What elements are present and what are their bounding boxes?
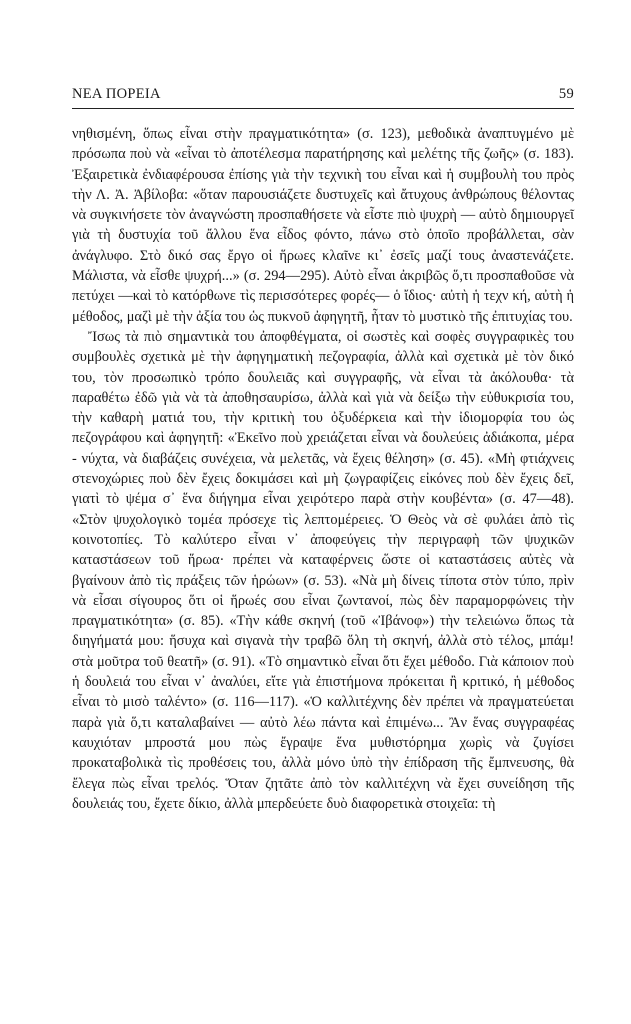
paragraph-2: Ἴσως τὰ πιὸ σημαντικὰ του ἀποφθέγματα, οἱ σωστὲς καὶ σοφὲς συγγραφικὲς του συμβουλὲς σχετικὰ μὲ τὴν ἀφηγηματικὴ πεζογραφία, ἀλλὰ καὶ σχετικὰ μὲ τὸν δικό του, τὸν προσωπικὸ τρόπο δουλειᾶς καὶ συγγραφῆς, νὰ εἶναι τὰ ἀκόλουθα· τὰ παραθέτω ἐδῶ γιὰ νὰ τὰ ἀποθησαυρίσω, ἀλλὰ καὶ γιὰ νὰ δείξω τὴν εὐθυκρισία του, τὴν καθαρὴ ματιά του, τὴν κριτικὴ του ὀξυδέρκεια καὶ τὴν ἰδιομορφία του ὡς πεζογράφου καὶ ἀφηγητῆ: «Ἐκεῖνο ποὺ χρειάζεται εἶναι νὰ δουλεύεις ἀδιάκοπα, μέρα - νύχτα, νὰ διαβάζεις συνέχεια, νὰ μελετᾶς, νὰ ἔχεις θέληση» (σ. 45). «Μὴ φτιάχνεις στενοχώριες ποὺ δὲν ἔχεις δοκιμάσει καὶ μὴ ζωγραφίζεις εἰκόνες ποὺ δὲν ἔχεις δεῖ, γιατὶ τὸ ψέμα σ᾽ ἕνα διήγημα εἶναι χειρότερο παρὰ στὴν κουβέντα» (σ. 47—48). «Στὸν ψυχολογικὸ τομέα πρόσεχε τὶς λεπτομέρειες. Ὁ Θεὸς νὰ σὲ φυλάει ἀπὸ τὶς κοινοτοπίες. Τὸ καλύτερο εἶναι ν᾽ ἀποφεύγεις τὴν περιγραφὴ τῶν ψυχικῶν καταστάσεων τοῦ ἥρωα· πρέπει νὰ καταφέρνεις ὥστε οἱ καταστάσεις αὐτὲς νὰ βγαίνουν ἀπὸ τὶς πράξεις τῶν ἡρώων» (σ. 53). «Νὰ μὴ δίνεις τίποτα στὸν τύπο, πρὶν νὰ εἶσαι σίγουρος ὅτι οἱ ἥρωές σου εἶναι ζωντανοί, πὼς δὲν παραμορφώνεις τὴν πραγματικότητα» (σ. 85). «Τὴν κάθε σκηνή (τοῦ «Ἰβάνοφ») τὴν τελειώνω ὅπως τὰ διηγήματά μου: ἥσυχα καὶ σιγανὰ τὴν τραβῶ ὅλη τὴ σκηνή, ἀλλὰ στὸ τέλος, μπάμ! στὰ μοῦτρα τοῦ θεατῆ» (σ. 91). «Τὸ σημαντικὸ εἶναι ὅτι ἔχει μέθοδο. Γιὰ κάποιον ποὺ ἡ δουλειά του εἶναι ν᾽ ἀναλύει, εἴτε γιὰ ἐπιστήμονα πρόκειται ἢ κριτικό, ἡ μέθοδος εἶναι τὸ μισὸ ταλέντο» (σ. 116—117). «Ὁ καλλιτέχνης δὲν πρέπει νὰ πραγματεύεται παρὰ γιὰ ὅ,τι καταλαβαίνει — αὐτὸ λέω πάντα καὶ ἐπιμένω... Ἂν ἕνας συγγραφέας καυχιόταν μπροστά μου πὼς ἔγραψε ἕνα μυθιστόρημα χωρὶς νὰ ζυγίσει προκαταβολικὰ τὶς προθέσεις του, ἀλλὰ μόνο ὑπὸ τὴν ἐπίδραση τῆς ἔμπνευσης, θὰ ἔλεγα πὼς εἶναι τρελός. Ὅταν ζητᾶτε ἀπὸ τὸν καλλιτέχνη νὰ ἔχει συνείδηση τῆς δουλειάς του, ἔχετε δίκιο, ἀλλὰ μπερδεύετε δυὸ διαφορετικὰ στοιχεῖα: τὴ [72,328,574,812]
running-header [72,86,574,103]
paragraph-1: νηθισμένη, ὅπως εἶναι στὴν πραγματικότητα» (σ. 123), μεθοδικὰ ἀναπτυγμένο μὲ πρόσωπα ποὺ νὰ «εἶναι τὸ ἀποτέλεσμα παρατήρησης καὶ μελέτης τῆς ζωῆς» (σ. 183). Ἐξαιρετικὰ ἐνδιαφέρουσα ἐπίσης γιὰ τὴν τεχνικὴ του εἶναι καὶ ἡ συμβουλὴ του πρὸς τὴν Λ. Ἀ. Ἀβίλοβα: «ὅταν παρουσιάζετε δυστυχεῖς καὶ ἄτυχους ἀνθρώπους θέλοντας νὰ συγκινήσετε τὸν ἀναγνώστη προσπαθήσετε νὰ εἶστε πιὸ ψυχρὴ — αὐτὸ δημιουργεῖ γιὰ τὴ δυστυχία τοῦ ἄλλου ἕνα εἶδος φόντο, πάνω στὸ ὁποῖο προβάλλεται, σὰν ἀνάγλυφο. Στὸ δικό σας ἔργο οἱ ἥρωες κλαῖνε κι᾽ ἐσεῖς μαζί τους ἀναστενάζετε. Μάλιστα, νὰ εἶσθε ψυχρή...» (σ. 294—295). Αὐτὸ εἶναι ἀκριβῶς ὅ,τι προσπαθοῦσε νὰ πετύχει —καὶ τὸ κατόρθωνε τὶς περισσότερες φορές— ὁ ἴδιος· αὐτὴ ἡ τεχν κή, αὐτὴ ἡ μέθοδος, μαζὶ μὲ τὴν ἀξία του ὡς πυκνοῦ ἀφηγητῆ, ἦταν τὸ μυστικὸ τῆς ἐπιτυχίας του. [72,126,574,325]
page-number: 59 [558,86,574,102]
header-rule [72,108,574,109]
body-text [72,124,574,814]
running-title: ΝΕΑ ΠΟΡΕΙΑ [72,86,161,102]
